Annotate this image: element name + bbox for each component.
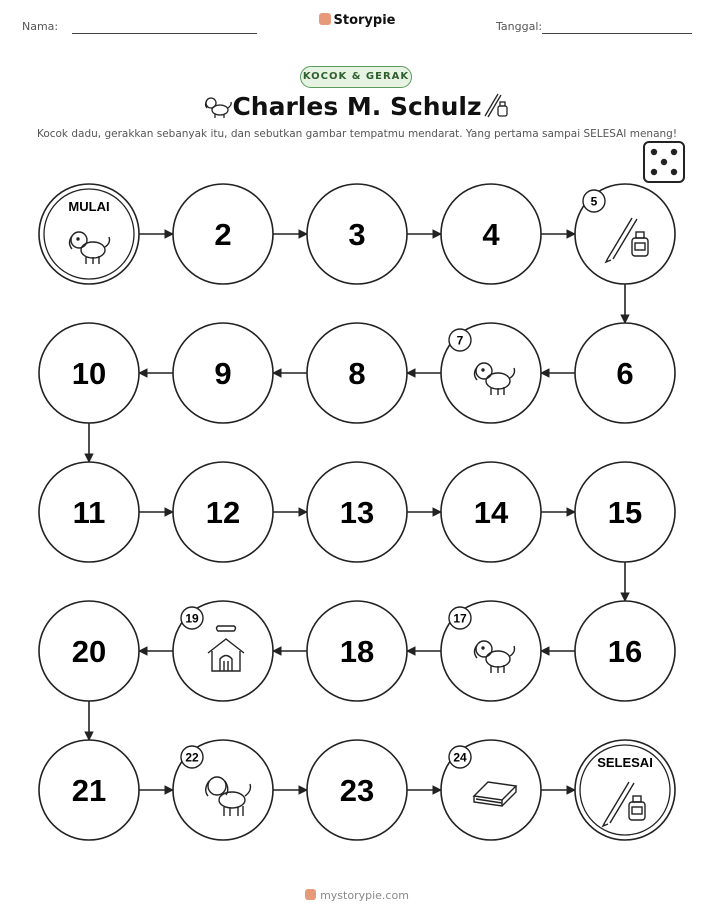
footer-url: mystorypie.com [320,889,409,902]
board-space[interactable] [441,462,541,562]
space-number: 4 [482,217,500,252]
space-number: 16 [607,634,643,669]
board-space[interactable] [441,184,541,284]
space-number: 18 [339,634,375,669]
board-space[interactable] [307,184,407,284]
space-number: 22 [185,750,199,765]
footer [0,889,714,902]
board-space[interactable] [575,184,675,284]
date-label: Tanggal: [496,20,543,33]
board-space[interactable] [39,601,139,701]
space-number: 17 [453,611,467,626]
space-number: 13 [339,495,375,530]
space-number: 5 [590,194,598,209]
start-label: MULAI [68,199,110,214]
instructions: Kocok dadu, gerakkan sebanyak itu, dan sebutkan gambar tempatmu mendarat. Yang pertama sampai SELESAI menang! [36,128,678,140]
board-space[interactable] [441,323,541,423]
board-space[interactable] [173,323,273,423]
space-number: 3 [348,217,366,252]
board-space[interactable] [173,740,273,840]
die-five-icon [644,142,684,182]
space-number: 15 [607,495,643,530]
brand-name: Storypie [333,13,396,28]
board-space[interactable] [173,462,273,562]
space-number: 8 [348,356,366,391]
board-space[interactable] [307,323,407,423]
board-space[interactable] [307,601,407,701]
finish-label: SELESAI [597,755,653,770]
space-number: 20 [71,634,107,669]
board-space[interactable] [307,462,407,562]
space-number: 10 [71,356,107,391]
finish-space[interactable] [575,740,675,840]
space-number: 24 [453,750,467,765]
storypie-logo-icon [305,889,316,900]
space-number: 7 [456,333,464,348]
board-space[interactable] [575,323,675,423]
start-space[interactable] [39,184,139,284]
space-number: 23 [339,773,375,808]
board-space[interactable] [39,462,139,562]
space-number: 6 [616,356,634,391]
board-space[interactable] [39,740,139,840]
activity-badge: KOCOK & GERAK [300,66,412,88]
page-title: Charles M. Schulz [232,92,482,121]
space-number: 2 [214,217,232,252]
board-space[interactable] [39,323,139,423]
space-number: 11 [72,495,106,530]
board-space[interactable] [575,601,675,701]
space-number: 19 [185,611,199,626]
board-space[interactable] [307,740,407,840]
board-space[interactable] [173,601,273,701]
space-number: 12 [205,495,241,530]
space-number: 9 [214,356,232,391]
board-space[interactable] [441,601,541,701]
board-space[interactable] [173,184,273,284]
space-number: 14 [473,495,509,530]
space-number: 21 [71,773,107,808]
board-space[interactable] [441,740,541,840]
board-space[interactable] [575,462,675,562]
name-label: Nama: [22,20,59,33]
